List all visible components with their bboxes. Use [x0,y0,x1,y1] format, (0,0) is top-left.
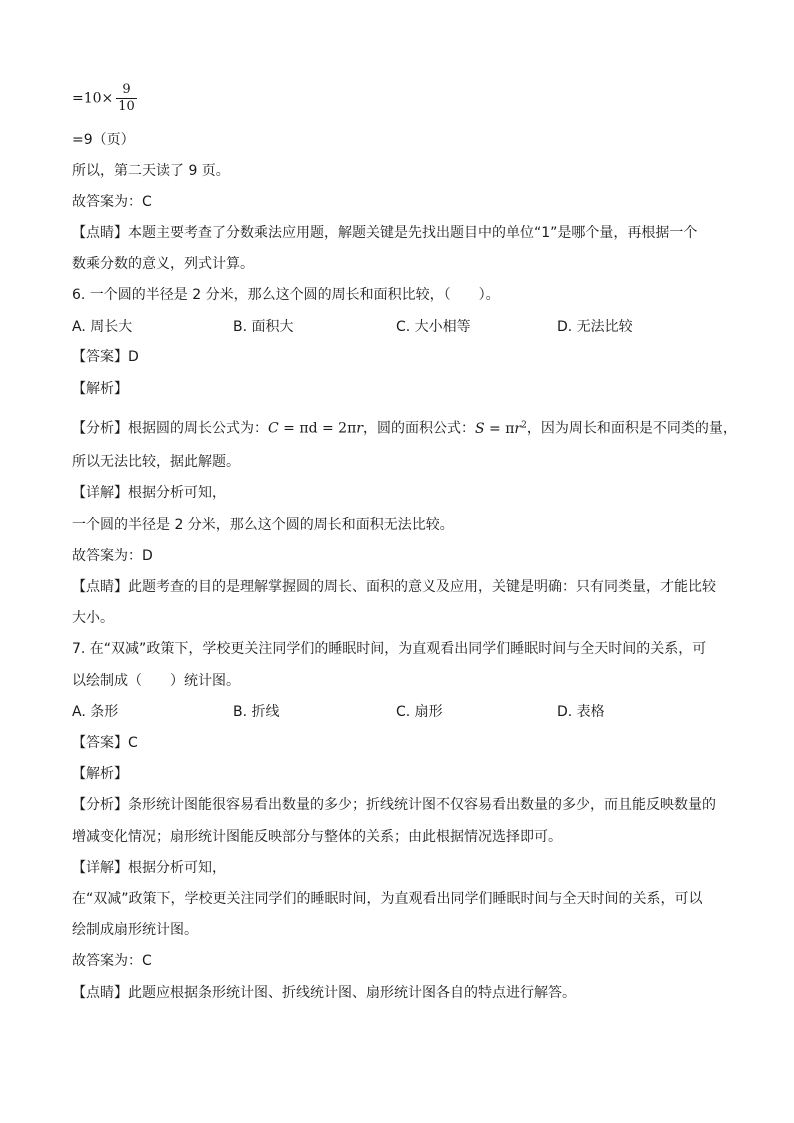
formula-s-r: r [514,420,522,437]
q7-option-b: B. 折线 [233,704,280,720]
q6-option-c: C. 大小相等 [396,319,471,335]
q7-final-answer: 故答案为：C [72,953,152,969]
formula-s-eq-pi: = π [484,420,515,437]
q7-option-a: A. 条形 [72,704,119,720]
q6-fenxi-line-1 [72,416,737,438]
q6-option-b: B. 面积大 [233,319,294,335]
q6-fenxi-line-2: 所以无法比较，据此解题。 [72,454,240,470]
formula-exponent: 2 [521,420,527,430]
q7-stem-line-1: 7. 在“双减”政策下，学校更关注同学们的睡眠时间，为直观看出同学们睡眠时间与全天时间的关系，可 [72,641,707,657]
prev-conclusion: 所以，第二天读了 9 页。 [72,163,230,179]
q7-option-d: D. 表格 [557,704,605,720]
prev-review-line-2: 数乘分数的意义，列式计算。 [72,256,254,272]
fraction [116,82,137,115]
q6-option-a: A. 周长大 [72,319,133,335]
formula-r: r [356,420,363,437]
formula-eq-pi: = π [278,420,309,437]
q6-option-d: D. 无法比较 [557,319,633,335]
formula-d-2pi: d = 2π [308,420,357,437]
q6-analysis-label: 【解析】 [72,381,128,397]
circumference-formula [268,421,363,437]
fraction-denominator: 10 [118,99,135,114]
q6-fenxi-text-b: ，圆的面积公式： [362,420,475,437]
q7-detail-line-2: 在“双减”政策下，学校更关注同学们的睡眠时间，为直观看出同学们睡眠时间与全天时间的关系，可以 [72,891,703,907]
q7-review: 【点睛】此题应根据条形统计图、折线统计图、扇形统计图各自的特点进行解答。 [72,985,576,1001]
q7-option-c: C. 扇形 [396,704,443,720]
calc-step-1 [72,82,137,115]
area-formula [475,421,527,437]
q6-fenxi-text-a: 【分析】根据圆的周长公式为： [72,420,268,437]
q6-review-line-2: 大小。 [72,610,114,626]
calc-step-2: =9（页） [72,132,135,148]
prev-review-line-1: 【点睛】本题主要考查了分数乘法应用题，解题关键是先找出题目中的单位“1”是哪个量，再根据一个 [72,225,698,241]
q7-detail-line-1: 【详解】根据分析可知， [72,860,226,876]
q6-stem: 6. 一个圆的半径是 2 分米，那么这个圆的周长和面积比较，（ ）。 [72,287,500,303]
q6-final-answer: 故答案为：D [72,548,153,564]
q6-answer: 【答案】D [72,349,139,365]
q7-fenxi-line-1: 【分析】条形统计图能很容易看出数量的多少；折线统计图不仅容易看出数量的多少，而且能反映数量的 [72,797,716,813]
q7-analysis-label: 【解析】 [72,766,128,782]
fraction-numerator: 9 [116,82,137,99]
q7-answer: 【答案】C [72,735,138,751]
q7-detail-line-3: 绘制成扇形统计图。 [72,922,198,938]
q7-stem-line-2: 以绘制成（ ）统计图。 [72,673,240,689]
q7-fenxi-line-2: 增减变化情况；扇形统计图能反映部分与整体的关系；由此根据情况选择即可。 [72,829,562,845]
q6-detail-line-2: 一个圆的半径是 2 分米，那么这个圆的周长和面积无法比较。 [72,517,454,533]
q6-review-line-1: 【点睛】此题考查的目的是理解掌握圆的周长、面积的意义及应用，关键是明确：只有同类量，才能比较 [72,579,716,595]
formula-c: C [268,420,279,437]
calc-prefix: =10× [72,90,114,107]
q6-fenxi-text-c: ，因为周长和面积是不同类的量， [526,420,737,437]
prev-answer: 故答案为：C [72,194,152,210]
formula-s: S [474,420,485,437]
q6-detail-line-1: 【详解】根据分析可知， [72,485,226,501]
